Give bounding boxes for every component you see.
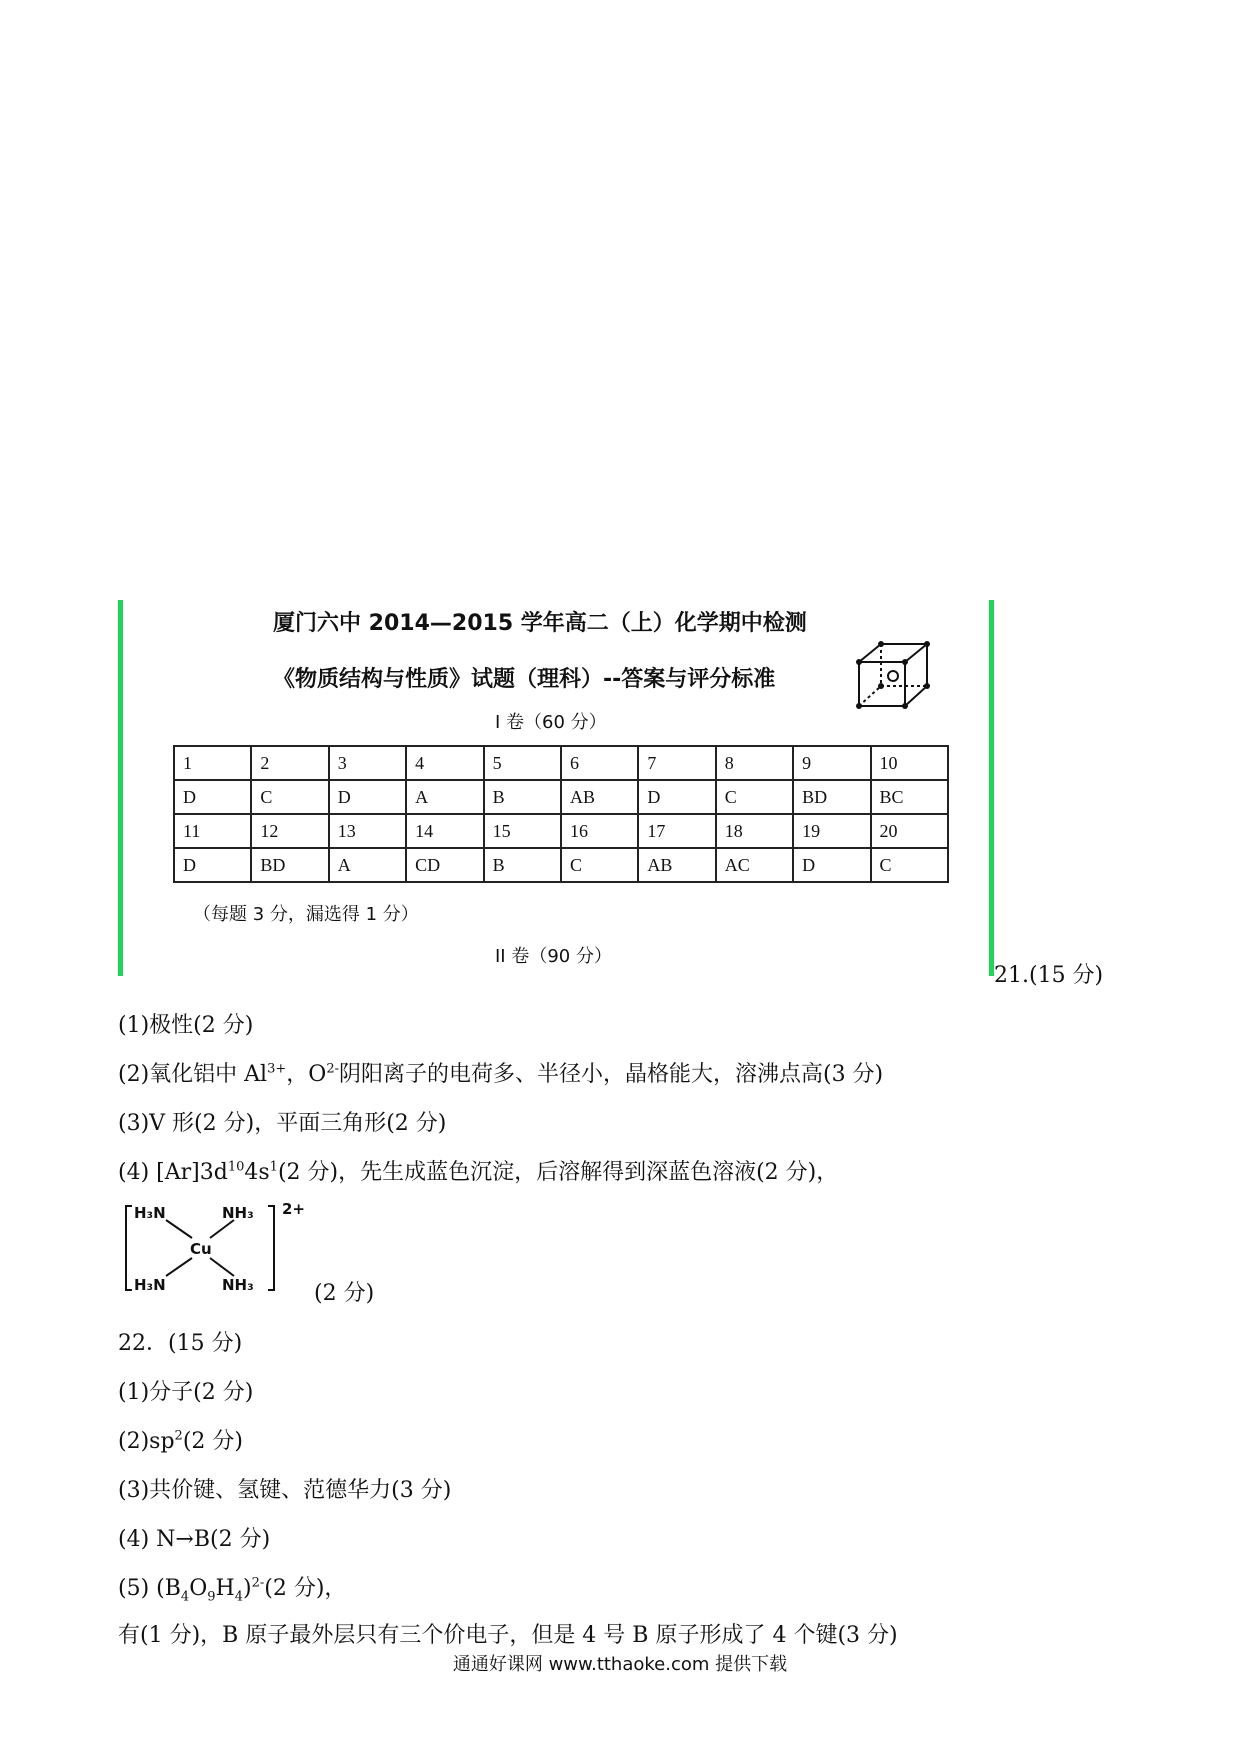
q22-answer-1: (1)分子(2 分) [118, 1380, 254, 1405]
question-number-cell: 16 [561, 814, 638, 848]
answer-cell: D [174, 848, 251, 882]
question-number-cell: 2 [251, 746, 328, 780]
answer-cell: C [561, 848, 638, 882]
question-number-cell: 1 [174, 746, 251, 780]
q21-answer-3: (3)V 形(2 分)，平面三角形(2 分) [118, 1111, 447, 1136]
q21-heading: 21.(15 分) [994, 963, 1104, 988]
answer-cell: B [484, 780, 561, 814]
question-number-cell: 10 [871, 746, 948, 780]
ligand-bottom-right: NH₃ [222, 1276, 254, 1294]
cube-diagram [853, 640, 933, 712]
answer-cell: D [174, 780, 251, 814]
answer-cell: C [716, 780, 793, 814]
question-number-cell: 12 [251, 814, 328, 848]
exam-subtitle: 《物质结构与性质》试题（理科）--答案与评分标准 [273, 667, 776, 692]
answer-cell: B [484, 848, 561, 882]
question-number-cell: 11 [174, 814, 251, 848]
question-number-cell: 7 [638, 746, 715, 780]
question-number-cell: 5 [484, 746, 561, 780]
ligand-top-right: NH₃ [222, 1204, 254, 1222]
q22-heading: 22．(15 分) [118, 1331, 243, 1356]
question-number-cell: 13 [329, 814, 406, 848]
question-number-cell: 19 [793, 814, 870, 848]
section-1-label: I 卷（60 分） [495, 712, 607, 733]
ligand-bottom-left: H₃N [134, 1276, 166, 1294]
answer-cell: BD [793, 780, 870, 814]
answer-cell: A [329, 848, 406, 882]
q22-answer-2: $(2)sp^2(2$ 分) [118, 1428, 243, 1454]
table-row [174, 848, 948, 882]
copper-ammine-complex-structure [122, 1200, 322, 1296]
scoring-note: （每题 3 分，漏选得 1 分） [193, 904, 419, 925]
question-number-cell: 6 [561, 746, 638, 780]
central-atom: Cu [190, 1240, 212, 1258]
question-number-cell: 3 [329, 746, 406, 780]
answer-cell: AB [561, 780, 638, 814]
answer-cell: BD [251, 848, 328, 882]
q22-answer-3: (3)共价键、氢键、范德华力(3 分) [118, 1478, 452, 1503]
answer-cell: C [251, 780, 328, 814]
answer-cell: BC [871, 780, 948, 814]
answer-cell: CD [406, 848, 483, 882]
q21-answer-4: (4) $[Ar]3d^{10}4s^1(2$ 分)，先生成蓝色沉淀，后溶解得到深蓝色溶液(2 分)， [118, 1159, 839, 1185]
scanned-answer-key-image [118, 600, 994, 976]
answer-cell: D [638, 780, 715, 814]
question-number-cell: 15 [484, 814, 561, 848]
question-number-cell: 8 [716, 746, 793, 780]
question-number-cell: 18 [716, 814, 793, 848]
answer-cell: D [793, 848, 870, 882]
exam-title: 厦门六中 2014—2015 学年高二（上）化学期中检测 [273, 611, 807, 636]
section-2-label: II 卷（90 分） [495, 946, 612, 967]
question-number-cell: 20 [871, 814, 948, 848]
q22-answer-6: 有(1 分)，B 原子最外层只有三个价电子，但是 4 号 B 原子形成了 4 个键(3 分) [118, 1623, 898, 1648]
footer-source: 通通好课网 www.tthaoke.com 提供下载 [452, 1654, 788, 1675]
q22-answer-5: (5) $(B_4O_9H_4)^{2-}(2$ 分)， [118, 1575, 347, 1605]
answer-cell: AC [716, 848, 793, 882]
ligand-top-left: H₃N [134, 1204, 166, 1222]
answer-cell: A [406, 780, 483, 814]
answer-cell: AB [638, 848, 715, 882]
question-number-cell: 4 [406, 746, 483, 780]
answer-cell: D [329, 780, 406, 814]
q21-complex-score: (2 分) [314, 1281, 375, 1306]
answer-table [173, 745, 949, 883]
question-number-cell: 9 [793, 746, 870, 780]
q22-answer-4: (4) N→B(2 分) [118, 1527, 271, 1552]
table-row [174, 746, 948, 780]
complex-charge: 2+ [282, 1200, 306, 1218]
q21-answer-2: (2)氧化铝中 $Al^{3+}$，$O^{2-}$阴阳离子的电荷多、半径小，晶格能大，溶沸点高(3 分) [118, 1061, 884, 1087]
question-number-cell: 14 [406, 814, 483, 848]
q21-answer-1: (1)极性(2 分) [118, 1013, 254, 1038]
table-row [174, 814, 948, 848]
table-row [174, 780, 948, 814]
answer-cell: C [871, 848, 948, 882]
question-number-cell: 17 [638, 814, 715, 848]
